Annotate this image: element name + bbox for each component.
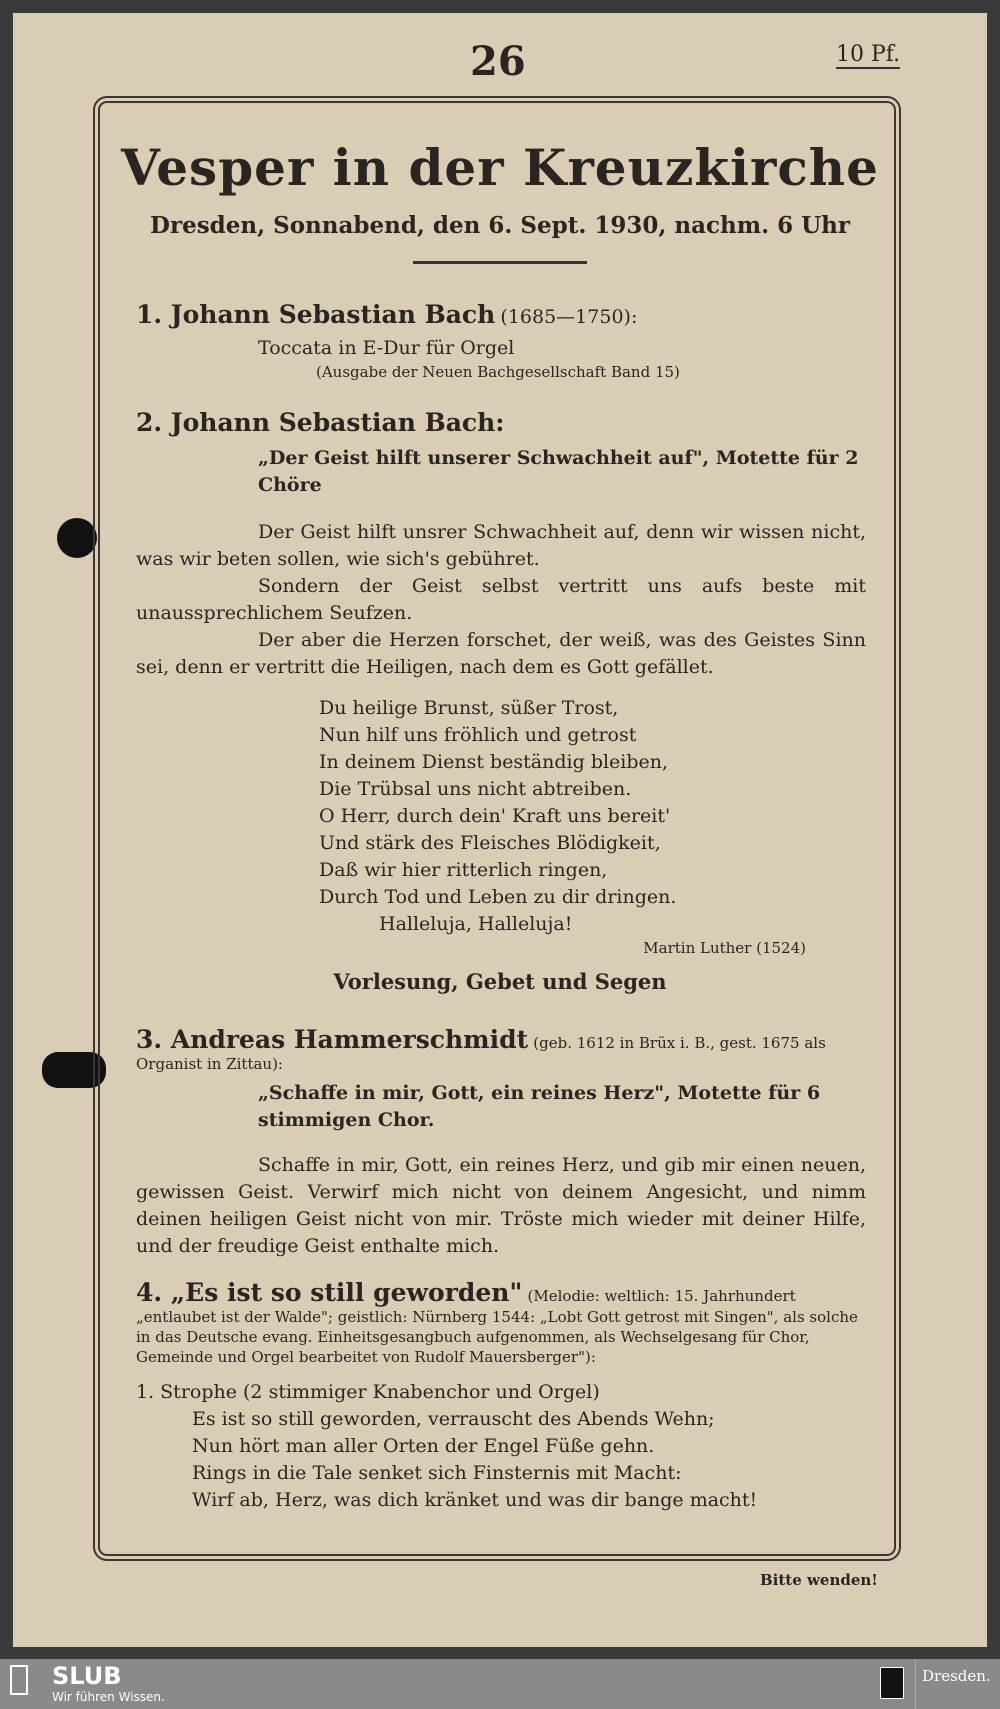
stanza-label: 1. Strophe (2 stimmiger Knabenchor und Orgel) [136, 1381, 600, 1403]
item-heading: 1. Johann Sebastian Bach [136, 300, 496, 329]
verse-line: In deinem Dienst beständig bleiben, [319, 751, 669, 773]
work-title: „Der Geist hilft unserer Schwachheit auf", Motette für 2 Chöre [258, 447, 859, 496]
verse-line: Die Trübsal uns nicht abtreiben. [319, 778, 632, 800]
verse-line: Es ist so still geworden, verrauscht des Abends Wehn; [192, 1408, 715, 1430]
subtitle: Dresden, Sonnabend, den 6. Sept. 1930, nachm. 6 Uhr [150, 212, 850, 239]
turn-page-note: Bitte wenden! [760, 1571, 878, 1589]
page-number: 26 [470, 38, 526, 85]
verse-line: Nun hilf uns fröhlich und getrost [319, 724, 637, 746]
verse-author: Martin Luther (1524) [643, 939, 806, 957]
verse-line: Du heilige Brunst, süßer Trost, [319, 697, 619, 719]
text-paragraph: Der Geist hilft unsrer Schwachheit auf, denn wir wissen nicht, was wir beten sollen, wie sich's gebühret. [136, 521, 866, 570]
footer-bar [0, 1659, 1000, 1709]
edition-note: (Ausgabe der Neuen Bachgesellschaft Band 15) [316, 363, 680, 381]
divider [915, 1659, 916, 1709]
page-title: Vesper in der Kreuzkirche [121, 138, 879, 197]
verse-line: Halleluja, Halleluja! [379, 913, 573, 935]
work-title: „Schaffe in mir, Gott, ein reines Herz", Motette für 6 stimmigen Chor. [258, 1082, 821, 1131]
verse-line: Nun hört man aller Orten der Engel Füße gehn. [192, 1435, 655, 1457]
item-4 [136, 1278, 866, 1514]
slub-logo[interactable]: SLUB [52, 1662, 122, 1690]
interlude: Vorlesung, Gebet und Segen [333, 969, 667, 994]
text-paragraph: Der aber die Herzen forschet, der weiß, was des Geistes Sinn sei, denn er vertritt die Heiligen, nach dem es Gott gefället. [136, 629, 866, 678]
divider [413, 261, 587, 264]
text-paragraph: Schaffe in mir, Gott, ein reines Herz, und gib mir einen neuen, gewissen Geist. Verwirf mich nicht von deinem Angesicht, und nimm deinen heiligen Geist nicht von mir. Tröste mich wieder mit deiner Hilfe, und der freudige Geist enthalte mich. [136, 1154, 866, 1257]
item-note: (Melodie: weltlich: 15. Jahrhundert „entlaubet ist der Walde"; geistlich: Nürnberg 1544: „Lobt Gott getrost mit Singen", als solche in das Deutsche evang. Einheitsgesangbuch aufgenommen, als Wechselgesang für Chor, Gemeinde und Orgel bearbeitet von Rudolf Mauersberger"): [136, 1287, 858, 1366]
verse-line: Daß wir hier ritterlich ringen, [319, 859, 608, 881]
verse [319, 695, 866, 938]
coat-of-arms-icon [880, 1667, 904, 1699]
verse-line: O Herr, durch dein' Kraft uns bereit' [319, 805, 671, 827]
item-3 [136, 1025, 866, 1260]
item-1 [136, 300, 866, 382]
item-heading: 3. Andreas Hammerschmidt [136, 1025, 529, 1054]
book-icon [10, 1665, 28, 1695]
price: 10 Pf. [836, 42, 901, 67]
punch-hole [57, 518, 97, 558]
verse [192, 1406, 866, 1514]
dresden-logo[interactable]: Dresden. [922, 1667, 991, 1685]
item-2 [136, 408, 866, 958]
item-heading: 4. „Es ist so still geworden" [136, 1278, 523, 1307]
verse-line: Durch Tod und Leben zu dir dringen. [319, 886, 677, 908]
verse-line: Rings in die Tale senket sich Finsternis mit Macht: [192, 1462, 682, 1484]
item-note: (geb. 1612 in Brüx i. B., gest. 1675 als Organist in Zittau): [136, 1034, 826, 1073]
text-paragraph: Sondern der Geist selbst vertritt uns aufs beste mit unaussprechlichem Seufzen. [136, 575, 866, 624]
item-note: (1685—1750): [500, 306, 638, 328]
verse-line: Und stärk des Fleisches Blödigkeit, [319, 832, 661, 854]
tagline: Wir führen Wissen. [52, 1690, 165, 1704]
verse-line: Wirf ab, Herz, was dich kränket und was dir bange macht! [192, 1489, 758, 1511]
work-title: Toccata in E-Dur für Orgel [258, 337, 515, 359]
item-heading: 2. Johann Sebastian Bach: [136, 408, 505, 437]
